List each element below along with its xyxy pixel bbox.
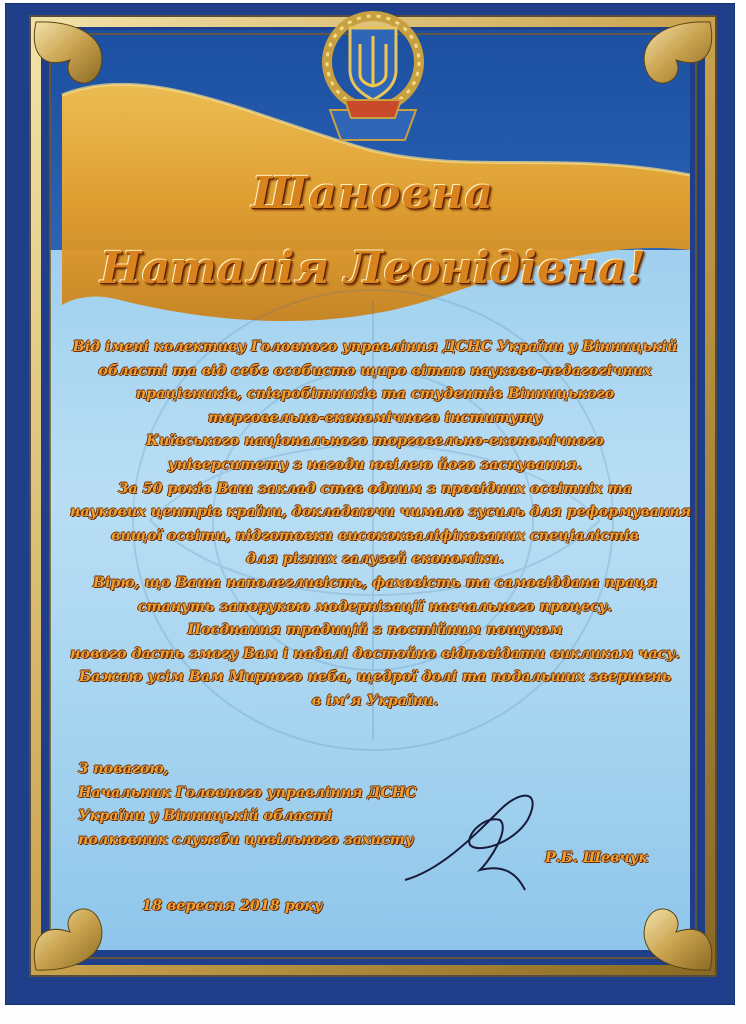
body-line: в ім’я України. [311,692,439,709]
body-line: вищої освіти, підготовки висококваліфікованих спеціалістів [111,527,639,544]
body-line: працівників, співробітників та студентів Вінницького [135,386,615,403]
body-line: університету з нагоди ювілею його заснування. [168,456,582,473]
body-line: За 50 років Ваш заклад став одним з провідних освітніх та [118,480,632,497]
recipient-name: Наталія Леонідівна! [100,243,646,294]
body-line: Вірю, що Ваша наполегливість, фаховість та самовіддана праця [92,574,658,591]
congratulation-body [70,336,692,714]
body-line: Поєднання традицій з постійним пошуком [187,622,563,639]
body-line: торговельно-економічного інституту [208,409,542,426]
handwritten-signature-icon [405,796,533,890]
position-line: України у Вінницькій області [78,808,333,824]
body-line: Бажаю усім Вам Мирного неба, щедрої долі та подальших звершень [78,669,672,686]
regards-line: З повагою, [78,761,169,777]
body-line: наукових центрів країни, докладаючи чимало зусиль для реформування [70,504,692,521]
body-line: області та від себе особисто щиро вітаю науково-педагогічних [98,362,652,379]
signer-name: Р.Б. Шевчук [545,850,648,866]
coat-of-arms-tryzub-icon [327,16,419,140]
body-line: Київського національного торговельно-економічного [146,433,604,450]
body-line: Від імені колективу Головного управління ДСНС України у Вінницькій [72,339,678,355]
signature-block [78,758,417,852]
body-line: стануть запорукою модернізації навчального процесу. [137,598,613,615]
rank-line: полковник служби цивільного захисту [78,831,414,848]
greeting-title: Шановна [251,168,495,219]
body-line: для різних галузей економіки. [246,551,504,568]
document-date: 18 вересня 2018 року [142,898,323,914]
body-line: нового дасть змогу Вам і надалі достойно відповідати викликам часу. [70,645,680,662]
position-line: Начальник Головного управління ДСНС [78,784,417,801]
